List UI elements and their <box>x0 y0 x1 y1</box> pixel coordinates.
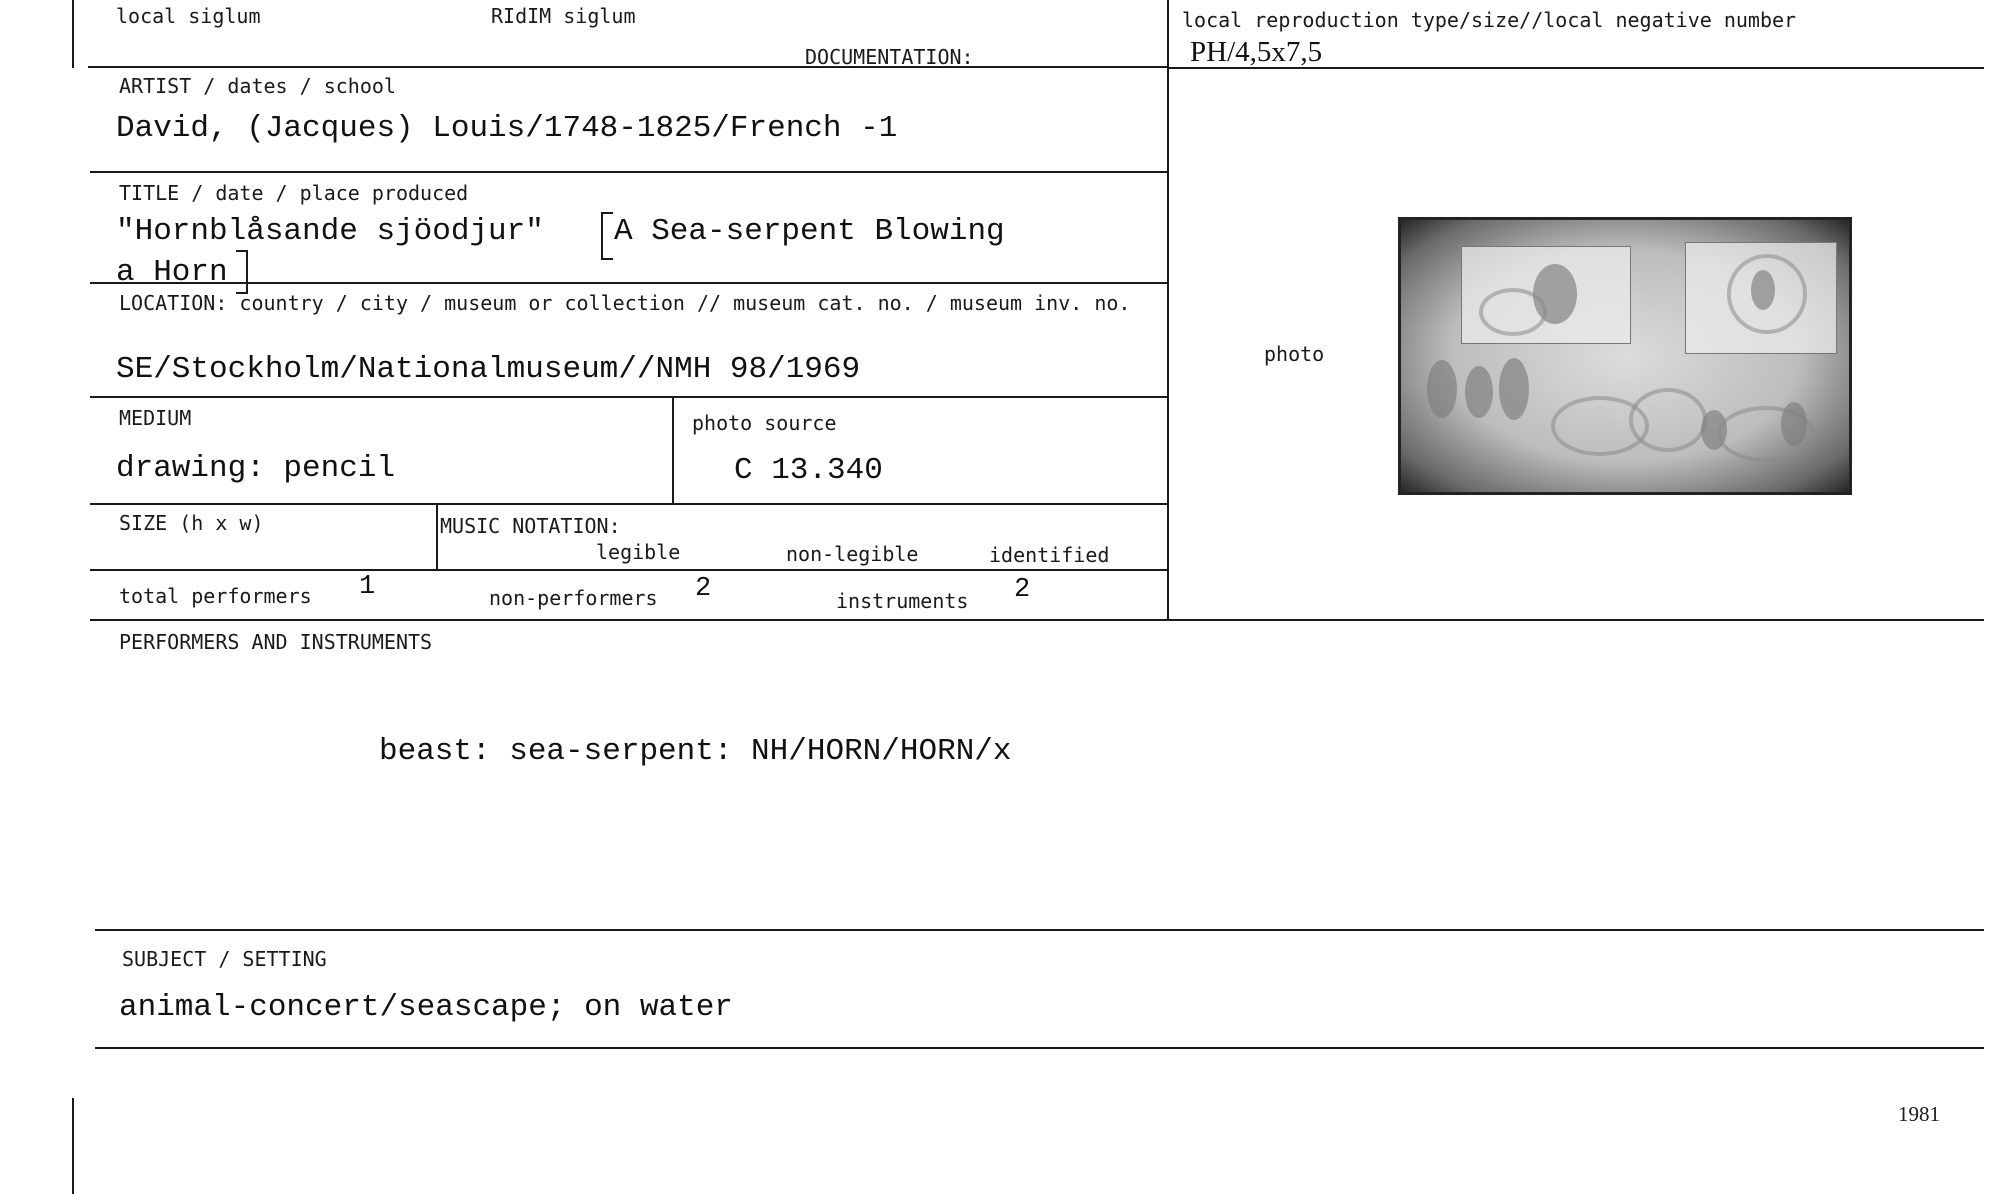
photo-source-label: photo source <box>692 411 837 435</box>
non-performers-value: 2 <box>695 574 712 604</box>
artist-bottom-rule <box>90 171 1169 173</box>
performers-bottom-rule <box>95 929 1984 931</box>
identified-label: identified <box>989 543 1110 567</box>
sketch-figure <box>1781 402 1807 446</box>
subject-value: animal-concert/seascape; on water <box>119 990 733 1025</box>
artwork-photo <box>1398 217 1852 495</box>
sketch-figure <box>1465 366 1493 418</box>
music-notation-label: MUSIC NOTATION: <box>440 514 621 538</box>
sketch-serpent-coil <box>1479 288 1547 336</box>
subject-label: SUBJECT / SETTING <box>122 947 327 971</box>
documentation-label: DOCUMENTATION: <box>805 45 974 69</box>
non-performers-label: non-performers <box>489 586 658 610</box>
title-line1: "Hornblåsande sjöodjur" <box>116 214 544 249</box>
performers-label: PERFORMERS AND INSTRUMENTS <box>119 630 433 654</box>
instruments-value: 2 <box>1014 575 1031 605</box>
header-rule-left <box>88 66 1169 68</box>
column-divider <box>1167 0 1169 621</box>
year-stamp: 1981 <box>1898 1102 1940 1126</box>
title-line1b: A Sea-serpent Blowing <box>614 214 1005 249</box>
reproduction-value: PH/4,5x7,5 <box>1190 36 1323 68</box>
sketch-figure <box>1751 270 1775 310</box>
medium-bottom-rule <box>90 503 1169 505</box>
title-bracket-open <box>601 212 613 260</box>
title-bottom-rule <box>90 282 1169 284</box>
location-bottom-rule <box>90 396 1169 398</box>
artist-value: David, (Jacques) Louis/1748-1825/French -1 <box>116 111 898 146</box>
legible-label: legible <box>596 540 681 564</box>
sketch-serpent-coil <box>1629 388 1707 452</box>
title-bracket-close <box>236 250 248 294</box>
size-divider <box>436 503 438 570</box>
total-performers-label: total performers <box>119 584 312 608</box>
medium-value: drawing: pencil <box>116 451 396 486</box>
local-siglum-label: local siglum <box>116 4 261 28</box>
sketch-figure <box>1427 360 1457 418</box>
title-label: TITLE / date / place produced <box>119 181 469 205</box>
location-label: LOCATION: country / city / museum or collection // museum cat. no. / museum inv. no. <box>119 291 1131 315</box>
performers-value: beast: sea-serpent: NH/HORN/HORN/x <box>379 734 1012 769</box>
non-legible-label: non-legible <box>786 542 919 566</box>
artist-label: ARTIST / dates / school <box>119 74 396 98</box>
location-value: SE/Stockholm/Nationalmuseum//NMH 98/1969 <box>116 352 861 387</box>
size-label: SIZE (h x w) <box>119 511 264 535</box>
left-margin-line-bottom <box>72 1098 74 1194</box>
left-margin-line-top <box>72 0 74 68</box>
photo-source-value: C 13.340 <box>734 453 883 488</box>
size-bottom-rule <box>90 569 1169 571</box>
ridim-siglum-label: RIdIM siglum <box>491 4 636 28</box>
counts-bottom-rule <box>90 619 1984 621</box>
photo-label: photo <box>1264 342 1325 366</box>
sketch-figure <box>1499 358 1529 420</box>
subject-bottom-rule <box>95 1047 1984 1049</box>
reproduction-label: local reproduction type/size//local negative number <box>1182 8 1797 32</box>
title-line2: a Horn <box>116 255 228 290</box>
total-performers-value: 1 <box>359 572 376 602</box>
medium-label: MEDIUM <box>119 406 192 430</box>
instruments-label: instruments <box>836 589 969 613</box>
medium-divider <box>672 396 674 504</box>
